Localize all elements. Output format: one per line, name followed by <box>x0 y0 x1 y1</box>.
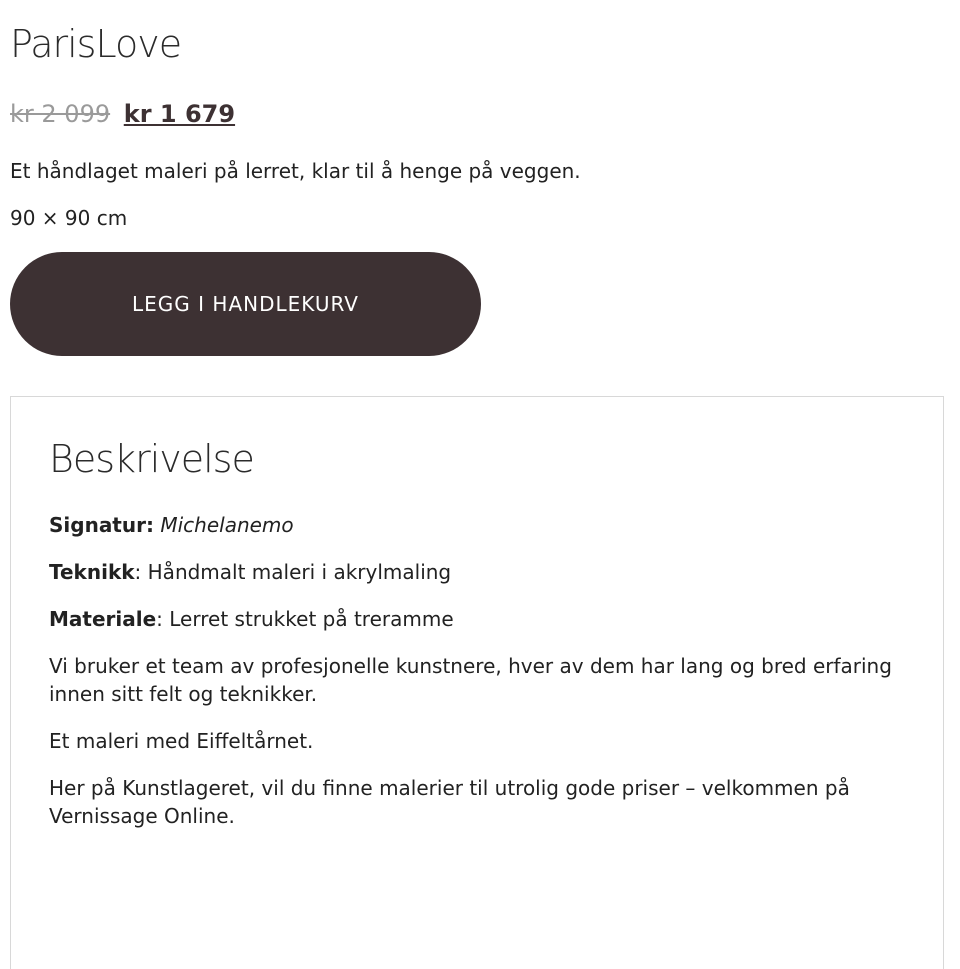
signature-label: Signatur: <box>49 513 154 537</box>
description-heading: Beskrivelse <box>49 437 254 481</box>
add-to-cart-button[interactable]: LEGG I HANDLEKURV <box>10 252 481 356</box>
description-panel <box>10 396 944 969</box>
team-paragraph: Vi bruker et team av profesjonelle kunstnere, hver av dem har lang og bred erfaring innen sitt felt og teknikker. <box>49 654 892 706</box>
technique-line <box>49 558 905 586</box>
product-size: 90 × 90 cm <box>10 206 128 230</box>
price-row <box>10 100 235 128</box>
material-value: : Lerret strukket på treramme <box>156 607 454 631</box>
technique-value: : Håndmalt maleri i akrylmaling <box>134 560 452 584</box>
technique-label: Teknikk <box>49 560 135 584</box>
signature-line <box>49 511 905 539</box>
material-label: Materiale <box>49 607 157 631</box>
store-paragraph: Her på Kunstlageret, vil du finne malerier til utrolig gode priser – velkommen på Vernissage Online. <box>49 776 850 828</box>
product-title: ParisLove <box>10 22 182 66</box>
material-line <box>49 605 905 633</box>
short-description: Et håndlaget maleri på lerret, klar til å henge på veggen. <box>10 159 581 183</box>
eiffel-paragraph: Et maleri med Eiffeltårnet. <box>49 729 314 753</box>
price-old: kr 2 099 <box>10 100 111 128</box>
price-new: kr 1 679 <box>123 100 236 128</box>
signature-value: Michelanemo <box>160 513 294 537</box>
